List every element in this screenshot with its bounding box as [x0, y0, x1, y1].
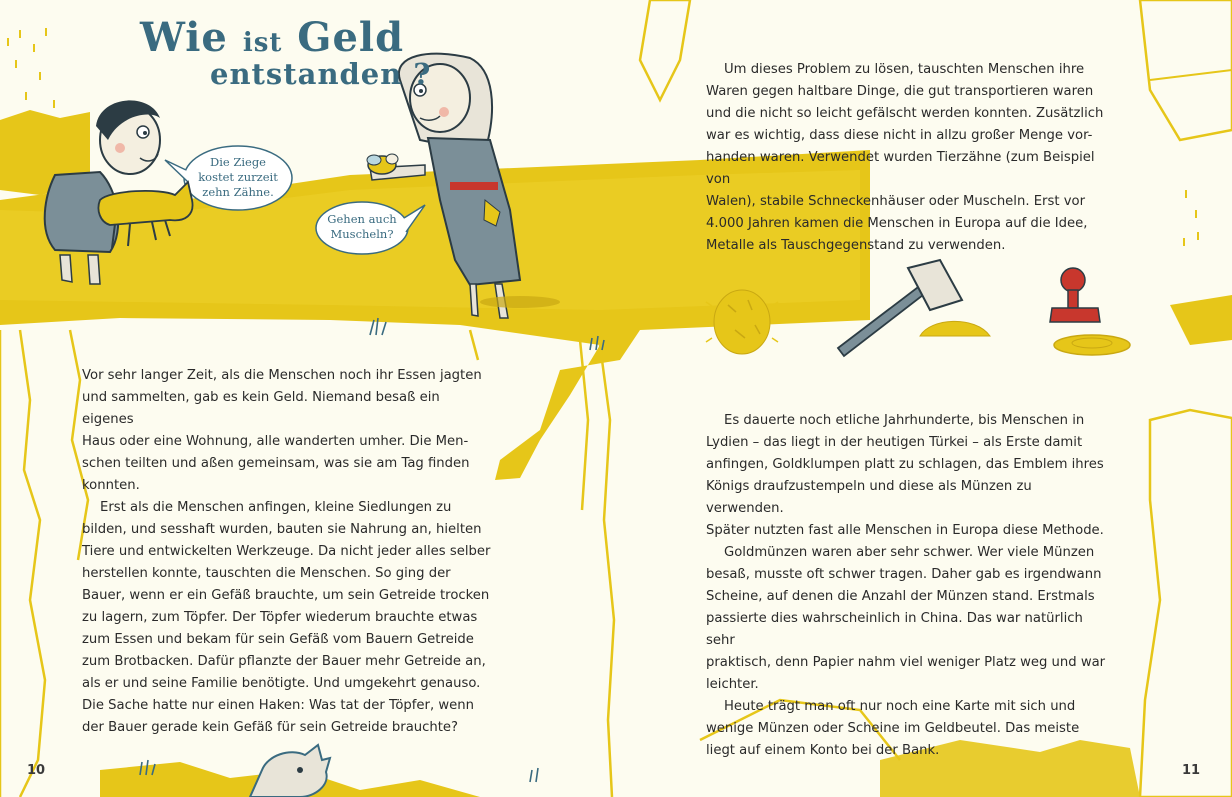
right-page-top-body	[706, 59, 1106, 257]
paragraph: Um dieses Problem zu lösen, tauschten Menschen ihre Waren gegen haltbare Dinge, die gut transportieren waren und die nicht so leicht gefälscht werden konnten. Zusätzlich war es wichtig, dass diese nicht in allzu großer Menge vor- handen waren. Verwendet wurden Tierzähne (zum Beispiel von Walen), stabile Schneckenhäuser oder Muscheln. Erst vor 4.000 Jahren kamen die Menschen in Europa auf die Idee, Metalle als Tauschgegenstand zu verwenden.	[706, 62, 1104, 253]
gold-coin-icon	[1054, 335, 1130, 355]
right-page-bottom-body	[706, 410, 1106, 762]
left-page-body	[82, 365, 492, 739]
title-line-1: Wie ist Geld	[140, 14, 405, 61]
flattened-gold-icon	[920, 321, 990, 336]
page-number-left: 10	[27, 763, 46, 778]
paragraph: Vor sehr langer Zeit, als die Menschen noch ihr Essen jagten und sammelten, gab es kein Geld. Niemand besaß ein eigenes Haus oder eine Wohnung, alle wanderten umher. Die Men- schen teilten und aßen gemeinsam, was sie am Tag finden konnten.	[82, 368, 482, 493]
stamp-icon	[1050, 268, 1100, 322]
goat-head-bottom-icon	[250, 745, 330, 797]
shells-icon	[367, 154, 398, 174]
paragraph: Goldmünzen waren aber sehr schwer. Wer viele Münzen besaß, musste oft schwer tragen. Daher gab es irgendwann Scheine, auf denen die Anzahl der Münzen stand. Erstmals passierte dies wahrscheinlich in China. Das war natürlich sehr praktisch, denn Papier nahm viel weniger Platz weg und war leichter.	[706, 545, 1106, 692]
paragraph: Heute trägt man oft nur noch eine Karte mit sich und wenige Münzen oder Scheine im Geldbeutel. Das meiste liegt auf einem Konto bei der Bank.	[706, 699, 1080, 758]
paragraph: Es dauerte noch etliche Jahrhunderte, bis Menschen in Lydien – das liegt in der heutigen Türkei – als Erste damit anfingen, Goldklumpen platt zu schlagen, das Emblem ihres Königs draufzustempeln und diese als Münzen zu verwenden. Später nutzten fast alle Menschen in Europa diese Methode.	[706, 413, 1104, 538]
page-number-right: 11	[1182, 763, 1201, 778]
page-title	[140, 14, 431, 91]
speech-bubble-right-text: Gehen auch Muscheln?	[327, 212, 397, 241]
title-line-2: entstanden ?	[210, 57, 432, 91]
yellow-rock-right	[1170, 295, 1232, 345]
speech-bubble-left-text: Die Ziege kostet zurzeit zehn Zähne.	[198, 155, 278, 199]
paragraph: Erst als die Menschen anfingen, kleine Siedlungen zu bilden, und sesshaft wurden, bauten sie Nahrung an, hielten Tiere und entwickelten Werkzeuge. Da nicht jeder alles selber herstellen konnte, tauschten die Menschen. So ging der Bauer, wenn er ein Gefäß brauchte, um sein Getreide trocken zu lagern, zum Töpfer. Der Töpfer wiederum brauchte etwas zum Essen und bekam für sein Gefäß vom Bauern Getreide zum Brotbacken. Dafür pflanzte der Bauer mehr Getreide an, als er und seine Familie benötigte. Und umgekehrt genauso. Die Sache hatte nur einen Haken: Was tat der Töpfer, wenn der Bauer gerade kein Gefäß für sein Getreide brauchte?	[82, 500, 491, 735]
